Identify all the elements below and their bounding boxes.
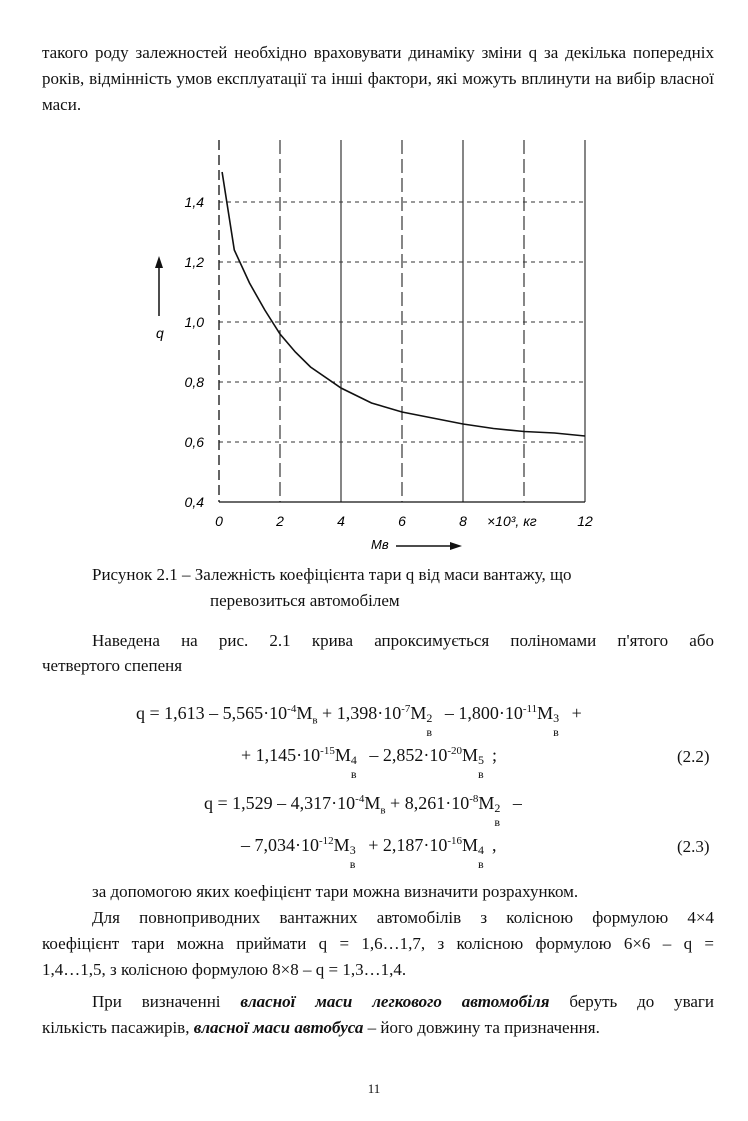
paragraph-4-line-2: коефіцієнт тари можна приймати q = 1,6…1,7, з колісною формулою 6×6 – q = <box>42 934 714 953</box>
paragraph-2-line-2: четвертого спепеня <box>42 656 183 675</box>
x-tick-label: 2 <box>276 513 284 529</box>
equation-2-2-number: (2.2) <box>677 747 710 766</box>
curve-q-vs-mass <box>222 172 585 436</box>
paragraph-5-line-1: При визначенні власної маси легкового автомобіля беруть до уваги <box>92 992 714 1011</box>
y-axis-label: q <box>156 325 164 341</box>
chart-tick-labels <box>185 194 593 529</box>
equation-2-2-line-2: + $1,145\cdot 10^{-15}М$ 4 в – $2,852\cdot 10^{-20}М$ 5 в ; <box>241 745 498 781</box>
y-axis-arrowhead <box>155 256 163 268</box>
x-tick-label: 0 <box>215 513 223 529</box>
x-tick-label: 4 <box>337 513 345 529</box>
paragraph-5-line-2: кількість пасажирів, власної маси автобуса – його довжину та призначення. <box>42 1018 600 1037</box>
y-tick-label: 0,8 <box>184 374 204 390</box>
x-axis-unit: ×10³, кг <box>487 513 537 529</box>
page-number: 11 <box>367 1081 381 1096</box>
figure-caption-line-1: Рисунок 2.1 – Залежність коефіцієнта тари q від маси вантажу, що <box>92 565 572 584</box>
y-tick-label: 0,4 <box>184 494 204 510</box>
equation-2-2-line-1: $q = 1,613 - 5,565\cdot 10^{-4}М_в + 1,398\cdot 10^{-7}М$ 2 в – $1,800\cdot 10^{-11}М$ 3 в + <box>136 703 582 739</box>
y-tick-label: 1,0 <box>184 314 204 330</box>
equation-2-3-line-2: – $7,034\cdot 10^{-12}М$ 3 в + $2,187\cdot 10^{-16}М$ 4 в , <box>241 835 497 871</box>
paragraph-4-line-3: 1,4…1,5, з колісною формулою 8×8 – q = 1,3…1,4. <box>42 960 407 979</box>
y-tick-label: 0,6 <box>184 434 204 450</box>
chart-labels <box>155 256 537 552</box>
intro-paragraph: такого роду залежностей необхідно враховувати динаміку зміни q за декілька попередніх років, відмінність умов експлуатації та інші фактори, які можуть вплинути на вибір власної маси. <box>42 43 714 114</box>
x-axis-label: Мв <box>371 537 389 552</box>
equation-2-3-line-1: $q = 1,529 - 4,317\cdot 10^{-4}М_в + 8,261\cdot 10^{-8}М$ 2 в – <box>204 793 522 829</box>
y-tick-label: 1,2 <box>184 254 204 270</box>
x-tick-label: 12 <box>577 513 593 529</box>
x-tick-label: 6 <box>398 513 406 529</box>
y-tick-label: 1,4 <box>184 194 204 210</box>
x-axis-arrowhead <box>450 542 462 550</box>
paragraph-3: за допомогою яких коефіцієнт тари можна визначити розрахунком. <box>92 882 579 901</box>
chart-curve <box>222 172 585 436</box>
figure-caption-line-2: перевозиться автомобілем <box>210 591 400 610</box>
chart-grid <box>219 140 585 502</box>
figure-chart <box>0 0 748 560</box>
x-tick-label: 8 <box>459 513 467 529</box>
paragraph-2-line-1: Наведена на рис. 2.1 крива апроксимується поліномами п'ятого або <box>92 631 714 650</box>
paragraph-4-line-1: Для повноприводних вантажних автомобілів з колісною формулою 4×4 <box>92 908 714 927</box>
equation-2-3-number: (2.3) <box>677 837 710 856</box>
